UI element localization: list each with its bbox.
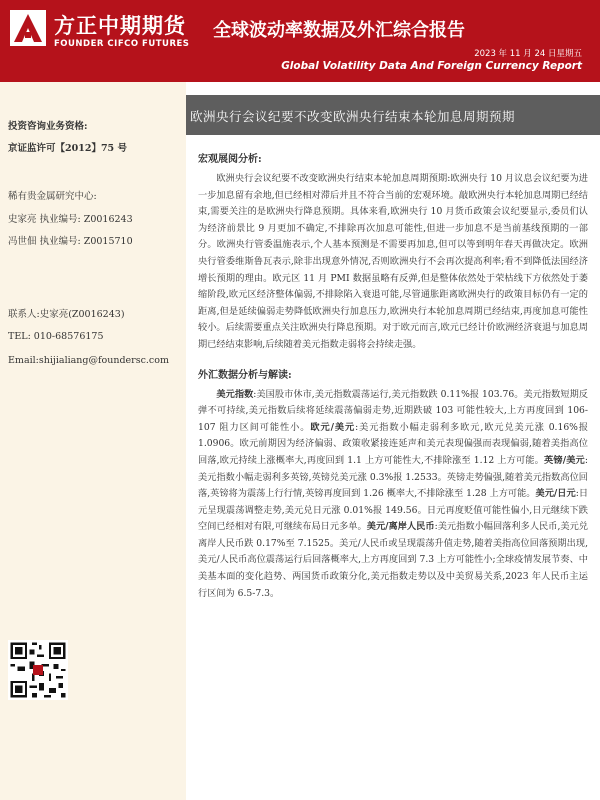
eur-usd-text: :美元指数小幅走弱利多欧元,欧元兑美元涨 0.16%报 1.0906。欧元前期因为经济偏弱、政策收紧接连延声和美元表现偏强而表现偏弱,随着美指高位回落,欧元持续上涨概率大,再度回到 1.1 上方可能性大,不排除涨至 1.12 上方可能。 [198, 421, 589, 466]
macro-paragraph: 欧洲央行会议纪要不改变欧洲央行结束本轮加息周期预期:欧洲央行 10 月议息会议纪要为进一步加息留有余地,但已经相对滞后并且不符合当前的宏观环境。敲欧洲央行本轮加息周期已经结束,需要关注的是欧洲央行降息预期。具体来看,欧洲央行 10 月货币政策会议纪要显示,委员们认为经济前景比 9 月更加不确定,不排除再次加息可能性,但进一步加息不是当前基线预期的一部分。欧洲央行管委温施表示,个人基本预测是不需要再加息,但可以等到明年春天再做决定。欧洲央行管委维斯鲁瓦表示,除非出现意外情况,否则欧洲央行不会再次提高利率;看不到降低法国经济增长预期的理由。欧元区 11 月 PMI 数据虽略有反弹,但是整体依然处于荣枯线下方依然处于萎缩阶段,欧元区经济整体偏弱,不排除陷入衰退可能,尽管通胀距离欧洲央行的政策目标仍有一定的距离,但是延续偏弱走势降低欧洲央行加息压力,欧洲央行本轮加息周期已经结束,再度加息可能性较小。后续需要重点关注欧洲央行降息预期。对于欧元而言,欧元已经计价欧洲经济衰退与加息周期已经结束影响,后续随着美元指数走弱将会持续走强。 [198, 173, 588, 350]
contact-tel: TEL: 010-68576175 [8, 331, 104, 342]
qr-code-icon [8, 640, 68, 700]
usd-cnh-text: :美元指数小幅回落利多人民币,美元兑离岸人民币跌 0.17%至 7.1525。美元/人民币或呈现震荡升值走势,随着美指高位回落预期出现,美元/人民币高位震荡运行后回落概率大,上方再度回到 7.3 上方可能性小;全球疫情发展节奏、中美基本面的变化趋势、两国货币政策分化,美元指数走势以及中美贸易关系,2023 年人民币主运行区间为 6.5-7.3。 [198, 521, 589, 599]
company-name-cn: 方正中期期货 [54, 14, 186, 38]
usd-cnh-label: 美元/离岸人民币 [366, 521, 435, 533]
gbp-usd-label: 英镑/美元 [544, 454, 585, 466]
macro-section-title: 宏观展阅分析: [198, 154, 262, 165]
license-number: 京证监许可【2012】75 号 [8, 143, 127, 154]
usd-index-label: 美元指数 [216, 388, 254, 400]
team-name: 稀有贵金属研究中心: [8, 191, 97, 202]
usd-index-text: :美国股市休市,美元指数震荡运行,美元指数跌 0.11%报 103.76。美元指数短期反弹不可持续,美元指数后续将延续震荡偏弱走势,近期跌破 103 可能性较大,上方再度回到 106-107 阻力区间可能性小。 [198, 388, 588, 433]
qualification-label: 投资咨询业务资格: [8, 121, 88, 132]
company-name-en: FOUNDER CIFCO FUTURES [54, 39, 190, 49]
contact-email[interactable]: Email:shijialiang@foundersc.com [8, 355, 169, 366]
report-title: 全球波动率数据及外汇综合报告 [213, 20, 465, 41]
report-title-en: Global Volatility Data And Foreign Currency Report [281, 60, 582, 72]
contact-person: 联系人:史家亮(Z0016243) [8, 309, 125, 320]
headline: 欧洲央行会议纪要不改变欧洲央行结束本轮加息周期预期 [190, 109, 516, 124]
report-date: 2023 年 11 月 24 日星期五 [474, 49, 582, 59]
founder-logo-icon [10, 10, 46, 46]
fx-paragraph [198, 387, 588, 603]
analyst-1: 史家亮 执业编号: Z0016243 [8, 214, 133, 225]
analyst-2: 冯世佃 执业编号: Z0015710 [8, 236, 133, 247]
fx-section-title: 外汇数据分析与解读: [198, 369, 292, 381]
report-header [0, 0, 600, 82]
report-content [198, 150, 588, 602]
eur-usd-label: 欧元/美元 [310, 421, 356, 433]
usd-jpy-text: :日元呈现震荡调整走势,美元兑日元涨 0.01%报 149.56。日元再度贬值可能性偏小,日元继续下跌空间已经相对有限,可继续布局日元多单。 [198, 488, 589, 533]
gbp-usd-text: :美元指数小幅走弱利多英镑,英镑兑美元涨 0.3%报 1.2533。英镑走势偏强,随着美元指数高位回落,英镑将为震荡上行行情,英镑再度回到 1.26 概率大,不排除涨至 1.28 上方可能。 [198, 454, 588, 500]
usd-jpy-label: 美元/日元 [535, 488, 576, 500]
